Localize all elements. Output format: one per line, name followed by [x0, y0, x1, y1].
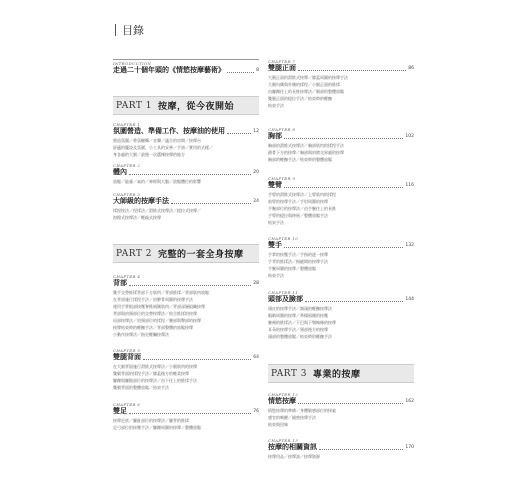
subsection-line: 由腳踝往上的長推按摩法／腿部的整體放鬆 — [268, 89, 344, 94]
chapter-label: CHAPTER 5 — [113, 348, 141, 353]
subsection-line: 雙腿背面的揉捏手法／膝蓋後方的輕柔按摩 — [113, 371, 189, 376]
part-1-number: PART 1 — [116, 100, 152, 111]
subsection-line: 耳朵的按摩手法／頸部後方的按摩 — [268, 327, 328, 332]
chapter-label: CHAPTER 4 — [113, 274, 141, 279]
chapter-heading — [113, 168, 259, 177]
chapter-label: CHAPTER 12 — [268, 392, 299, 397]
chapter-12-entry[interactable] — [268, 392, 414, 428]
subsection-line: 運用手掌根部按壓脊椎兩側肌肉／背部深層組織按摩 — [113, 304, 205, 309]
intro-heading — [113, 66, 259, 75]
part-2-name: 完整的一套全身按摩 — [157, 250, 244, 260]
subsection-line: 頭部的整體放鬆／結束時的輕撫手法 — [268, 334, 332, 339]
intro-top-rule — [113, 59, 259, 60]
subsection-line: 結束手法 — [268, 220, 284, 225]
leader-dots — [305, 301, 403, 302]
subsection-line: 揉捏按法／捏揉法／滑推式按摩法／提拉式按摩／ — [113, 208, 201, 213]
chapter-heading — [113, 353, 259, 362]
chapter-page: 24 — [253, 199, 259, 204]
subsection-line: 手掌的按壓手法／手指的逐一按摩 — [268, 252, 328, 257]
subsection-line: 小動作按摩法／指尖輕觸按摩法 — [113, 332, 169, 337]
chapter-title: 雙足 — [113, 407, 127, 415]
subsection-line: 背部與肩頸部位的交替按摩法／結合推揉的按摩 — [113, 311, 197, 316]
page-title-text: 目錄 — [122, 24, 144, 37]
subsection-line: 胸部的滑推式按摩法／胸部肌肉的揉捏手法 — [268, 143, 344, 148]
subsection-line: 鎖骨下方的按摩／胸部與肩膀交界處的按摩 — [268, 150, 344, 155]
intro-label: INTRODUCTION — [113, 61, 152, 66]
chapter-title: 雙腿背面 — [113, 353, 141, 361]
subsection-line: 臉頰的推揉法／下巴與下顎線條的按摩 — [268, 320, 336, 325]
subsection-line: 身各處的大腿／最後一次選擇按摩的地方 — [113, 152, 185, 157]
subsection-line: 營造氛圍／香氛蠟燭／音樂／適合的房間／按摩台 — [113, 138, 201, 143]
leader-dots — [129, 174, 251, 175]
subsection-line: 手背的推揉法／指縫間的按摩手法 — [268, 259, 328, 264]
subsection-line: 扣撥式按摩法／輕敲式按摩 — [113, 215, 161, 220]
part-3-banner[interactable] — [268, 364, 414, 383]
chapter-7-entry[interactable] — [268, 59, 414, 109]
chapter-title: 雙臂 — [268, 181, 282, 189]
subsection-line: 結束與回味 — [268, 422, 288, 427]
chapter-subsections — [113, 207, 259, 221]
chapter-8-entry[interactable] — [268, 127, 414, 163]
chapter-label: CHAPTER 13 — [268, 438, 299, 443]
chapter-page: 170 — [405, 445, 414, 450]
subsection-line: 前臂的按摩手法／手肘周圍的按摩 — [268, 199, 328, 204]
subsection-line: 按摩用品／按摩油／按摩資源 — [268, 454, 320, 459]
chapter-2-entry[interactable] — [113, 163, 259, 185]
subsection-line: 局部按摩法／肩頸部位的揉捏／腰部與臀部的按摩 — [113, 318, 201, 323]
chapter-subsections — [268, 251, 414, 279]
chapter-subsections — [268, 453, 414, 460]
subsection-line: 舒適的擺設及氛圍，小工具的妥善／手油／實用的式樣／ — [113, 145, 213, 150]
chapter-page: 132 — [405, 243, 414, 248]
chapter-page: 86 — [408, 66, 414, 71]
part-2-number: PART 2 — [116, 248, 152, 259]
leader-dots — [227, 133, 251, 134]
chapter-page: 76 — [253, 409, 259, 414]
chapter-page: 102 — [405, 134, 414, 139]
subsection-line: 按摩結束時的輕撫手法／背部整體的放鬆按摩 — [113, 325, 193, 330]
subsection-line: 在大腿背面施行滑推式按摩法／小腿肌肉的按摩 — [113, 364, 197, 369]
subsection-line: 胸部的輕撫手法／結束時的整體放鬆 — [268, 157, 332, 162]
subsection-line: 放鬆／能量／氣的／神經與大腦／放鬆體位的影響 — [113, 179, 201, 184]
chapter-label: CHAPTER 11 — [268, 290, 299, 295]
leader-dots — [298, 70, 406, 71]
subsection-line: 大腿正面的滑推式按摩／膝蓋周圍的按摩手法 — [268, 75, 348, 80]
chapter-title: 情慾按摩 — [268, 397, 296, 405]
chapter-subsections — [268, 74, 414, 109]
chapter-6-entry[interactable] — [113, 402, 259, 431]
chapter-3-entry[interactable] — [113, 192, 259, 221]
subsection-line: 手臂的提拉與伸展／整體放鬆手法 — [268, 213, 328, 218]
subsection-line: 結束手法 — [268, 273, 284, 278]
leader-dots — [143, 359, 251, 360]
chapter-subsections — [268, 305, 414, 340]
chapter-heading — [268, 295, 414, 304]
chapter-title: 體內 — [113, 168, 127, 176]
chapter-title: 雙腿正面 — [268, 64, 296, 72]
chapter-5-entry[interactable] — [113, 348, 259, 391]
chapter-heading — [113, 407, 259, 416]
part-1-name: 按摩，從今夜開始 — [157, 102, 234, 112]
chapter-title: 背部 — [113, 279, 127, 287]
chapter-label: CHAPTER 8 — [268, 127, 296, 132]
chapter-heading — [113, 197, 259, 206]
chapter-subsections — [113, 178, 259, 185]
chapter-label: CHAPTER 1 — [113, 122, 141, 127]
chapter-page: 20 — [253, 170, 259, 175]
chapter-subsections — [113, 363, 259, 391]
chapter-page: 144 — [405, 297, 414, 302]
intro-title: 走過二十個年頭的《情慾按摩藝術》 — [113, 66, 225, 74]
chapter-title: 大師級的按摩手法 — [113, 197, 169, 205]
leader-dots — [319, 449, 403, 450]
subsection-line: 腳踝與腳跟部位的按摩法／由下往上的推揉手法 — [113, 378, 197, 383]
subsection-line: 雙手交替推揉背部下方肌肉／背部推揉／背部肌肉放鬆 — [113, 290, 209, 295]
subsection-line: 按摩足底／腳趾部位的按摩法／腳背的推揉 — [113, 418, 189, 423]
leader-dots — [129, 413, 251, 414]
leader-dots — [284, 187, 403, 188]
chapter-title: 胸部 — [268, 132, 282, 140]
subsection-line: 情慾按摩的準備／身體敏感部位的探索 — [268, 408, 336, 413]
chapter-subsections — [268, 407, 414, 428]
leader-dots — [284, 247, 403, 248]
subsection-line: 在背部施行揉捏手法／肩胛骨周圍的按摩手法 — [113, 297, 193, 302]
chapter-heading — [268, 397, 414, 406]
part-3-name: 專業的按摩 — [312, 370, 361, 380]
chapter-page: 64 — [253, 355, 259, 360]
chapter-title: 雙手 — [268, 241, 282, 249]
chapter-page: 116 — [405, 183, 414, 188]
leader-dots — [129, 285, 251, 286]
page-title — [115, 22, 144, 38]
chapter-heading — [268, 181, 414, 190]
chapter-title: 頭部及臉部 — [268, 295, 303, 303]
chapter-heading — [113, 127, 259, 136]
subsection-line: 眼睛周圍的按摩／鼻樑兩側的按壓 — [268, 313, 328, 318]
chapter-label: CHAPTER 7 — [268, 59, 296, 64]
subsection-line: 足弓部位的按壓手法／腳踝周圍的按摩／整體放鬆 — [113, 425, 201, 430]
chapter-heading — [268, 64, 414, 73]
subsection-line: 結束手法 — [268, 103, 284, 108]
subsection-line: 雙腿正面的提拉手法／結束時的輕撫 — [268, 96, 332, 101]
chapter-label: CHAPTER 6 — [113, 402, 141, 407]
part-3-number: PART 3 — [271, 368, 307, 379]
part-2-banner[interactable] — [113, 244, 259, 263]
chapter-heading — [268, 241, 414, 250]
chapter-subsections — [268, 142, 414, 163]
chapter-9-entry[interactable] — [268, 176, 414, 226]
chapter-subsections — [113, 417, 259, 431]
subsection-line: 雙腿背面的整體放鬆／結束手法 — [113, 385, 169, 390]
part-1-banner[interactable] — [113, 96, 259, 115]
chapter-11-entry[interactable] — [268, 290, 414, 340]
leader-dots — [298, 403, 403, 404]
leader-dots — [171, 203, 251, 204]
leader-dots — [227, 72, 254, 73]
chapter-title: 氛圍營造、準備工作、按摩油的使用 — [113, 127, 225, 135]
chapter-label: CHAPTER 10 — [268, 236, 299, 241]
intro-page: 8 — [256, 68, 259, 73]
chapter-label: CHAPTER 9 — [268, 176, 296, 181]
subsection-line: 手臂的滑推式按摩法／上臂肌肉的揉捏 — [268, 192, 336, 197]
title-divider — [115, 24, 116, 36]
chapter-subsections — [268, 191, 414, 226]
chapter-title: 按摩的相關資訊 — [268, 443, 317, 451]
intro-entry[interactable] — [113, 61, 259, 75]
chapter-page: 162 — [405, 399, 414, 404]
subsection-line: 頭皮的按摩手法／額頭的輕撫按摩法 — [268, 306, 332, 311]
subsection-line: 大腿內側與外側的揉捏／小腿正面的推揉 — [268, 82, 340, 87]
chapter-subsections — [113, 289, 259, 338]
leader-dots — [284, 138, 403, 139]
chapter-heading — [268, 132, 414, 141]
subsection-line: 感官的喚醒／親密按摩手法 — [268, 415, 316, 420]
chapter-10-entry[interactable] — [268, 236, 414, 279]
subsection-line: 手腕部位的按摩法／由手腕往上的長推 — [268, 206, 336, 211]
chapter-page: 12 — [253, 129, 259, 134]
chapter-label: CHAPTER 2 — [113, 163, 141, 168]
chapter-page: 28 — [253, 281, 259, 286]
chapter-4-entry[interactable] — [113, 274, 259, 338]
chapter-subsections — [113, 137, 259, 158]
chapter-label: CHAPTER 3 — [113, 192, 141, 197]
chapter-heading — [113, 279, 259, 288]
chapter-13-entry[interactable] — [268, 438, 414, 460]
subsection-line: 手腕周圍的按摩／整體放鬆 — [268, 266, 316, 271]
chapter-heading — [268, 443, 414, 452]
chapter-1-entry[interactable] — [113, 122, 259, 158]
